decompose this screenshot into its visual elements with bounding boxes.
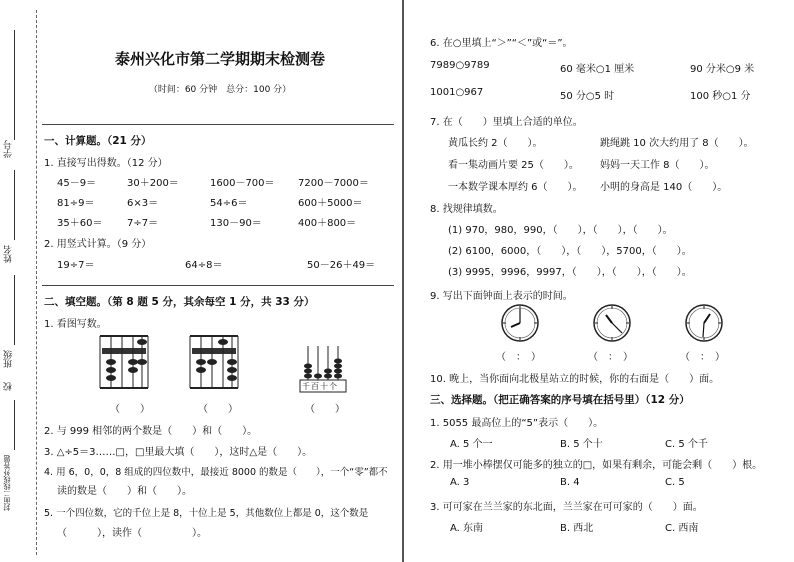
calc-item: 81÷9＝	[57, 198, 95, 209]
time-blank: （ ： ）	[588, 352, 633, 363]
fill-question-4-line2: 读的数是（ ）和（ ）。	[57, 486, 192, 497]
margin-label-school: 校	[4, 382, 14, 391]
answer-blank: （ ）	[305, 404, 345, 415]
time-blank: （ ： ）	[496, 352, 541, 363]
binding-dash-line	[36, 10, 37, 555]
unit-item: 一本数学课本厚约 6（ ）。	[448, 182, 583, 193]
answer-blank: （ ）	[198, 404, 238, 415]
exam-title: 泰州兴化市第二学期期末检测卷	[114, 50, 325, 68]
margin-note: 封面二线线外答题	[3, 455, 11, 511]
section-1-title: 一、计算题。（21 分）	[44, 135, 152, 147]
calc-item: 6×3＝	[127, 198, 159, 209]
choice-option: A. 东南	[450, 523, 484, 534]
section-rule	[42, 285, 394, 286]
time-blank: （ ： ）	[680, 352, 725, 363]
section-rule	[42, 124, 394, 125]
fill-question-2: 2. 与 999 相邻的两个数是（ ）和（ ）。	[44, 426, 258, 437]
choice-option: C. 5	[665, 477, 685, 488]
place-value-label: 千百十个	[302, 382, 338, 391]
choice-question-2: 2. 用一堆小棒摆仅可能多的独立的□，如果有剩余，可能会剩（ ）根。	[430, 460, 763, 471]
choice-question-1: 1. 5055 最高位上的“5”表示（ ）。	[430, 418, 604, 429]
calc-item: 130－90＝	[210, 218, 262, 229]
margin-line	[14, 400, 15, 450]
question-1-title: 1. 直接写出得数。（12 分）	[44, 158, 168, 169]
fill-question-5-line1: 5. 一个四位数，它的千位上是 8，十位上是 5，其他数位上都是 0，这个数是	[44, 508, 369, 519]
choice-option: A. 5 个一	[450, 439, 493, 450]
compare-item: 7989○9789	[430, 60, 490, 71]
calc-item: 54÷6＝	[210, 198, 248, 209]
unit-item: 跳绳跳 10 次大约用了 8（ ）。	[600, 138, 754, 149]
fill-question-5-line2: （ ），读作（ ）。	[57, 528, 207, 539]
margin-label-name: 姓名	[4, 245, 14, 263]
margin-label-id: 学号	[4, 140, 14, 158]
choice-option: A. 3	[450, 477, 470, 488]
unit-item: 看一集动画片要 25（ ）。	[448, 160, 579, 171]
choice-option: C. 5 个千	[665, 439, 708, 450]
fill-question-8-title: 8. 找规律填数。	[430, 204, 503, 215]
calc-item: 1600－700＝	[210, 178, 275, 189]
binding-margin	[0, 0, 40, 562]
choice-question-3: 3. 可可家在兰兰家的东北面，兰兰家在可可家的（ ）面。	[430, 502, 703, 513]
pattern-item: (3) 9995，9996，9997，（ ），（ ），（ ）。	[448, 267, 692, 278]
abacus-figure	[188, 332, 240, 392]
unit-item: 小明的身高是 140（ ）。	[600, 182, 728, 193]
exam-subtitle: （时间：60 分钟 总分：100 分）	[148, 85, 292, 95]
abacus-figure	[98, 332, 150, 392]
fill-question-7-title: 7. 在（ ）里填上合适的单位。	[430, 117, 583, 128]
vertical-calc-item: 64÷8＝	[185, 260, 223, 271]
compare-item: 100 秒○1 分	[690, 91, 751, 102]
pattern-item: (1) 970，980，990，（ ），（ ），（ ）。	[448, 225, 673, 236]
compare-item: 50 分○5 时	[560, 91, 615, 102]
fill-question-3: 3. △÷5＝3……□，□里最大填（ ），这时△是（ ）。	[44, 447, 313, 458]
margin-line	[14, 30, 15, 140]
calc-item: 7200－7000＝	[298, 178, 369, 189]
fill-question-4-line1: 4. 用 6，0，0，8 组成的四位数中，最接近 8000 的数是（ ），一个“零”都不	[44, 467, 388, 478]
section-2-title: 二、填空题。（第 8 题 5 分，其余每空 1 分，共 33 分）	[44, 296, 315, 308]
unit-item: 黄瓜长约 2（ ）。	[448, 138, 543, 149]
margin-line	[14, 170, 15, 240]
calc-item: 7÷7＝	[127, 218, 159, 229]
clock-face	[500, 303, 540, 343]
calc-item: 35＋60＝	[57, 218, 103, 229]
margin-line	[14, 275, 15, 345]
choice-option: B. 4	[560, 477, 580, 488]
unit-item: 妈妈一天工作 8（ ）。	[600, 160, 715, 171]
calc-item: 600＋5000＝	[298, 198, 363, 209]
compare-item: 1001○967	[430, 87, 484, 98]
calc-item: 400＋800＝	[298, 218, 357, 229]
fill-question-1-title: 1. 看图写数。	[44, 319, 107, 330]
section-3-title: 三、选择题。（把正确答案的序号填在括号里）（12 分）	[430, 394, 690, 406]
fill-question-6-title: 6. 在○里填上“＞”“＜”或“＝”。	[430, 38, 573, 49]
pattern-item: (2) 6100，6000，（ ），（ ），5700，（ ）。	[448, 246, 692, 257]
choice-option: B. 5 个十	[560, 439, 603, 450]
fill-question-9-title: 9. 写出下面钟面上表示的时间。	[430, 291, 573, 302]
calc-item: 30＋200＝	[127, 178, 179, 189]
calc-item: 45－9＝	[57, 178, 97, 189]
choice-option: B. 西北	[560, 523, 594, 534]
compare-item: 60 毫米○1 厘米	[560, 64, 635, 75]
vertical-calc-item: 50－26＋49＝	[307, 260, 376, 271]
choice-option: C. 西南	[665, 523, 699, 534]
column-divider	[402, 0, 404, 562]
compare-item: 90 分米○9 米	[690, 64, 755, 75]
vertical-calc-item: 19÷7＝	[57, 260, 95, 271]
clock-face	[684, 303, 724, 343]
margin-label-class: 班级	[4, 350, 14, 368]
fill-question-10: 10. 晚上，当你面向北极星站立的时候，你的右面是（ ）面。	[430, 374, 720, 385]
clock-face	[592, 303, 632, 343]
question-2-title: 2. 用竖式计算。（9 分）	[44, 239, 152, 250]
answer-blank: （ ）	[110, 404, 150, 415]
